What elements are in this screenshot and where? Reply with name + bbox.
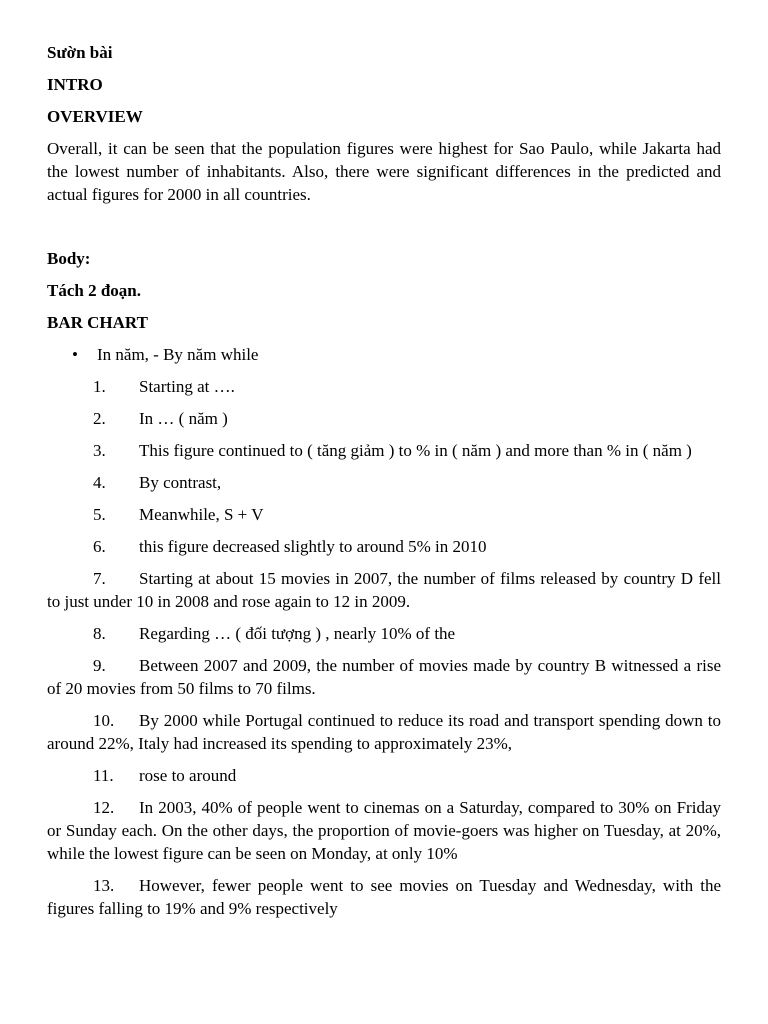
- blank-line: [47, 215, 721, 247]
- bar-chart-heading: BAR CHART: [47, 313, 148, 332]
- list-item-number: 12.: [93, 798, 115, 817]
- list-item: [47, 622, 721, 645]
- list-item-number: 3.: [93, 441, 106, 460]
- body-heading: Body:: [47, 249, 91, 268]
- list-item-text: In … ( năm ): [139, 409, 228, 428]
- overview-paragraph: Overall, it can be seen that the population figures were highest for Sao Paulo, while Jakarta had the lowest number of inhabitants. Also, there were significant differences in the predicted and actual figures for 2000 in all countries.: [47, 139, 721, 204]
- list-item: [47, 764, 721, 787]
- list-item-text: By 2000 while Portugal continued to reduce its road and transport spending down to around 22%, Italy had increased its spending to approximately 23%,: [47, 711, 721, 753]
- list-item-text: However, fewer people went to see movies on Tuesday and Wednesday, with the figures falling to 19% and 9% respectively: [47, 876, 721, 918]
- list-item-text: rose to around: [139, 766, 237, 785]
- list-item-number: 7.: [93, 569, 106, 588]
- numbered-list: [47, 375, 721, 920]
- list-item-number: 6.: [93, 537, 106, 556]
- list-item-text: Meanwhile, S + V: [139, 505, 264, 524]
- list-item-text: Starting at ….: [139, 377, 235, 396]
- list-item-text: Regarding … ( đối tượng ) , nearly 10% of the: [139, 624, 456, 643]
- list-item-number: 13.: [93, 876, 115, 895]
- intro-heading: INTRO: [47, 75, 103, 94]
- list-item-number: 9.: [93, 656, 106, 675]
- list-item-text: this figure decreased slightly to around 5% in 2010: [139, 537, 487, 556]
- list-item-text: This figure continued to ( tăng giảm ) to % in ( năm ) and more than % in ( năm ): [139, 441, 692, 460]
- split-heading: Tách 2 đoạn.: [47, 281, 141, 300]
- list-item: [47, 471, 721, 494]
- list-item: [47, 407, 721, 430]
- list-item: [47, 567, 721, 613]
- bullet-dot-icon: •: [72, 345, 78, 364]
- list-item-number: 1.: [93, 377, 106, 396]
- list-item-number: 10.: [93, 711, 115, 730]
- list-item: [47, 709, 721, 755]
- overview-heading: OVERVIEW: [47, 107, 143, 126]
- list-item-text: Between 2007 and 2009, the number of movies made by country B witnessed a rise of 20 movies from 50 films to 70 films.: [47, 656, 721, 698]
- outline-title: Sườn bài: [47, 43, 113, 62]
- list-item: [47, 535, 721, 558]
- bullet-item: [47, 343, 721, 366]
- list-item-text: In 2003, 40% of people went to cinemas on a Saturday, compared to 30% on Friday or Sunday each. On the other days, the proportion of movie-goers was higher on Tuesday, at 20%, while the lowest figure can be seen on Monday, at only 10%: [47, 798, 721, 863]
- list-item: [47, 375, 721, 398]
- list-item-number: 2.: [93, 409, 106, 428]
- list-item-number: 8.: [93, 624, 106, 643]
- bullet-text: In năm, - By năm while: [97, 345, 259, 364]
- list-item: [47, 439, 721, 462]
- list-item: [47, 796, 721, 865]
- list-item-text: Starting at about 15 movies in 2007, the number of films released by country D fell to just under 10 in 2008 and rose again to 12 in 2009.: [47, 569, 721, 611]
- list-item-number: 11.: [93, 766, 114, 785]
- list-item-number: 4.: [93, 473, 106, 492]
- list-item-number: 5.: [93, 505, 106, 524]
- list-item-text: By contrast,: [139, 473, 222, 492]
- list-item: [47, 503, 721, 526]
- list-item: [47, 654, 721, 700]
- list-item: [47, 874, 721, 920]
